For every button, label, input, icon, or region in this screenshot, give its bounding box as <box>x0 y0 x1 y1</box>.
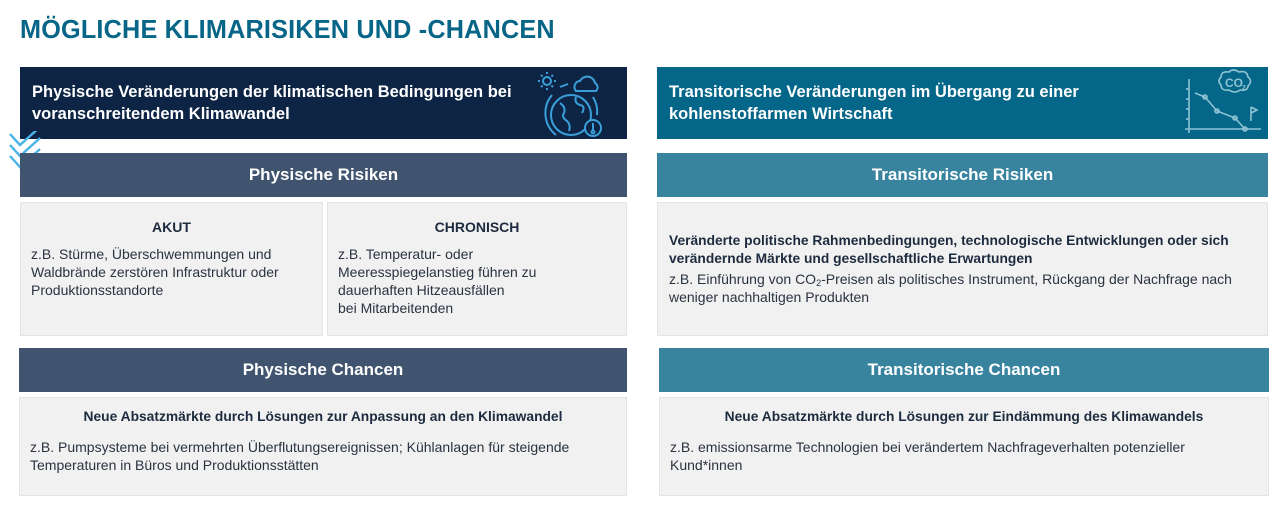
chronic-text-line: z.B. Temperatur- oder <box>338 246 474 262</box>
physical-chances-card <box>19 397 627 496</box>
svg-text:2: 2 <box>1242 85 1246 92</box>
physical-chances-bar: Physische Chancen <box>19 348 627 392</box>
chronic-text <box>338 245 616 317</box>
globe-weather-thermometer-icon <box>538 69 610 139</box>
transitional-risk-card <box>657 202 1268 336</box>
acute-risk-card <box>20 202 323 336</box>
acute-text: z.B. Stürme, Überschwemmungen und Waldbrände zerstören Infrastruktur oder Produktionsstandorte <box>31 246 279 298</box>
text-suffix: -Preisen als politisches Instrument, Rückgang der Nachfrage nach weniger nachhaltigen Produkten <box>669 271 1232 305</box>
physical-header-text: Physische Veränderungen der klimatischen Bedingungen bei voranschreitendem Klimawandel <box>32 83 512 123</box>
chronic-text-line: dauerhaften Hitzeausfällen <box>338 282 505 298</box>
subscript-2: 2 <box>816 278 822 288</box>
physical-risks-bar: Physische Risiken <box>20 153 627 197</box>
transitional-chances-bar: Transitorische Chancen <box>659 348 1269 392</box>
transitional-header <box>657 67 1268 139</box>
chronic-heading: CHRONISCH <box>434 219 520 235</box>
text-prefix: z.B. Einführung von CO <box>669 271 817 287</box>
svg-text:CO: CO <box>1225 76 1243 90</box>
physical-chances-heading: Neue Absatzmärkte durch Lösungen zur Anpassung an den Klimawandel <box>83 409 563 424</box>
co2-declining-chart-icon <box>1183 69 1265 139</box>
physical-chances-text: z.B. Pumpsysteme bei vermehrten Überflutungsereignissen; Kühlanlagen für steigende Temperaturen in Büros und Produktionsstätten <box>30 439 570 473</box>
transitional-header-text: Transitorische Veränderungen im Übergang zu einer kohlenstoffarmen Wirtschaft <box>669 83 1079 123</box>
transitional-chances-text: z.B. emissionsarme Technologien bei verändertem Nachfrageverhalten potenzieller Kund*innen <box>670 439 1185 473</box>
transitional-chances-heading: Neue Absatzmärkte durch Lösungen zur Eindämmung des Klimawandels <box>724 409 1204 424</box>
acute-heading: AKUT <box>152 219 191 235</box>
chronic-risk-card <box>327 202 627 336</box>
transitional-chances-card <box>659 397 1269 496</box>
page-title: MÖGLICHE KLIMARISIKEN UND -CHANCEN <box>20 14 555 44</box>
transitional-risk-text <box>669 270 1257 306</box>
transitional-risks-bar: Transitorische Risiken <box>657 153 1268 197</box>
chronic-text-line: bei Mitarbeitenden <box>338 300 454 316</box>
chronic-text-line: Meeresspiegelanstieg führen zu <box>338 264 537 280</box>
physical-header <box>20 67 627 139</box>
transitional-risk-heading: Veränderte politische Rahmenbedingungen, technologische Entwicklungen oder sich verändernde Märkte und gesellschaftliche Erwartungen <box>669 233 1229 266</box>
